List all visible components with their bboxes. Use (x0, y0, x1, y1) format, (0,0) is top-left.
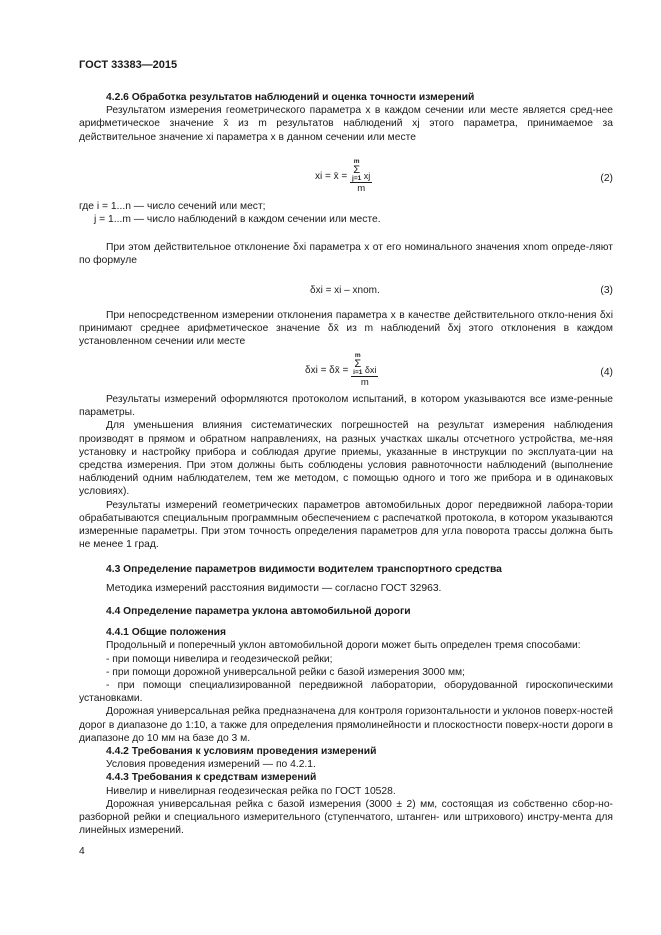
paragraph: При этом действительное отклонение δxi параметра x от его номинального значения xnom опреде-ляют по формуле (79, 242, 613, 267)
sum-symbol: m Σ i=1 (353, 352, 363, 376)
page-number: 4 (79, 846, 85, 857)
list-item: - при помощи нивелира и геодезической рейки; (106, 653, 333, 665)
section-title: 4.4 Определение параметра уклона автомобильной дороги (106, 606, 411, 617)
legend-line: j = 1...m — число наблюдений в каждом сечении или месте. (94, 214, 381, 226)
section-4-3 (79, 563, 613, 595)
paragraph: Результаты измерений геометрических параметров автомобильных дорог передвижной лабора-тории обрабатываются специальным программным обеспечением с распечаткой протокола, в котором указываются измеренные параметры. При этом точность определения параметров для угла поворота трассы должна быть не менее 1 град. (79, 499, 613, 551)
list-item: - при помощи дорожной универсальной рейки с базой измерения 3000 мм; (106, 666, 465, 678)
list-item: - при помощи специализированной передвижной лаборатории, оборудованной гироскопическими установками. (79, 680, 613, 705)
paragraph: Продольный и поперечный уклон автомобильной дороги может быть определен тремя способами: (106, 640, 581, 652)
paragraph-block (79, 309, 613, 349)
paragraph: При непосредственном измерении отклонения параметра x в качестве действительного откло-нения δxi принимают среднее арифметическое значение δx̄ из m наблюдений δxj этого отклонения в каждом установленном сечении или месте (79, 310, 613, 348)
formula-lhs: xi = x̄ = (315, 171, 348, 183)
paragraph-block (79, 241, 613, 267)
paragraph: Дорожная универсальная рейка с базой измерения (3000 ± 2) мм, состоящая из собственно сбор-но-разборной рейки и специального измерительного (ступенчатого, штанген- или штрихового) инстру-мента для линейных измерений. (79, 798, 613, 837)
fraction: m Σ i=1 δxi m (353, 352, 377, 388)
formula-expression: δxi = xi – xnom. (310, 285, 380, 296)
section-4-4 (79, 605, 613, 837)
paragraph-block (79, 393, 613, 551)
legend-line: где i = 1...n — число сечений или мест; (79, 201, 266, 212)
document-header: ГОСТ 33383—2015 (79, 59, 178, 71)
formula-number: (3) (600, 285, 613, 296)
formula-4 (79, 352, 613, 394)
legend (79, 200, 613, 226)
paragraph: Дорожная универсальная рейка предназначена для контроля горизонтальности и уклонов поверх-ностей дорог в диапазоне до 1:10, а также для определения прямолинейности и плоскостности поверх-ности дороги в диапазоне до 10 мм на базе до 3 м. (79, 706, 613, 744)
section-title: 4.3 Определение параметров видимости водителем транспортного средства (106, 564, 502, 575)
subsection-title: 4.4.2 Требования к условиям проведения измерений (106, 746, 377, 758)
paragraph: Результатом измерения геометрического параметра x в каждом сечении или месте является сред-нее арифметическое значение x̄ из m результатов наблюдений xj этого параметра, принимаемое за действительное значение xi параметра x в данном сечении или месте (79, 105, 613, 143)
sum-symbol: m Σ j=1 (352, 158, 362, 182)
formula-number: (4) (600, 367, 613, 378)
fraction: m Σ j=1 xj m (352, 158, 371, 194)
section-title: 4.2.6 Обработка результатов наблюдений и оценка точности измерений (106, 92, 475, 103)
paragraph: Результаты измерений оформляются протоколом испытаний, в котором указываются все изме-ренные параметры. (79, 394, 613, 419)
formula-number: (2) (600, 173, 613, 184)
paragraph: Для уменьшения влияния систематических погрешностей на результат измерения наблюдения производят в прямом и обратном направлениях, на разных участках шкалы отсчетного устройства, ме-няя установку и настройку прибора и соблюдая другие приемы, указанные в инструкции по эксплуата-ции на средства измерения. При этом должны быть соблюдены условия равноточности наблюдений (выполнение наблюдений одним наблюдателем, тем же методом, с помощью одного и того же прибора и в одинаковых условиях). (79, 420, 613, 498)
subsection-title: 4.4.1 Общие положения (106, 627, 226, 639)
paragraph: Условия проведения измерений — по 4.2.1. (106, 759, 316, 771)
subsection-title: 4.4.3 Требования к средствам измерений (106, 772, 317, 784)
formula-lhs: δxi = δx̄ = (305, 365, 349, 377)
paragraph: Методика измерений расстояния видимости — согласно ГОСТ 32963. (106, 583, 442, 595)
section-4-2-6 (79, 91, 613, 144)
paragraph: Нивелир и нивелирная геодезическая рейка по ГОСТ 10528. (106, 785, 396, 797)
formula-2 (79, 158, 613, 200)
